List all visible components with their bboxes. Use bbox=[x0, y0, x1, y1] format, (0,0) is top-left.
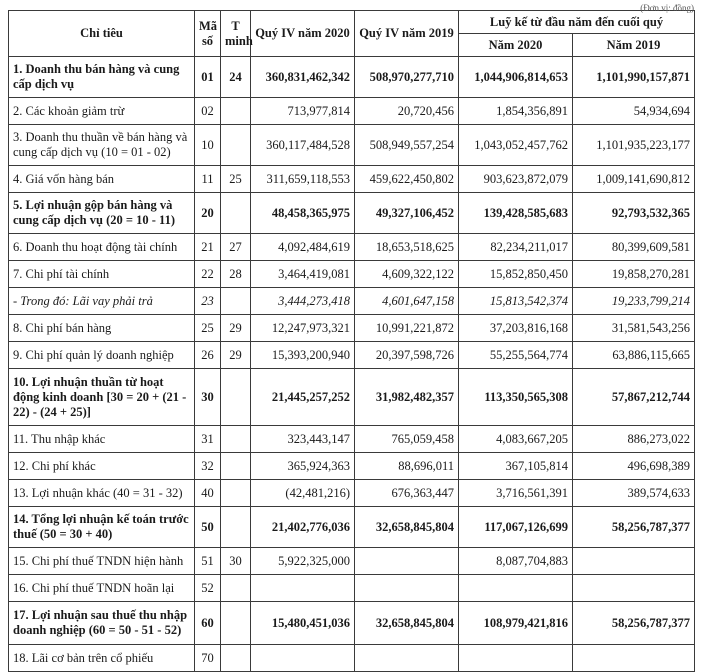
row-code: 23 bbox=[195, 288, 221, 315]
row-q4-2020: 3,464,419,081 bbox=[251, 261, 355, 288]
income-statement-table bbox=[8, 10, 695, 672]
row-label: 16. Chi phí thuế TNDN hoãn lại bbox=[9, 575, 195, 602]
row-q4-2020 bbox=[251, 575, 355, 602]
header-row-1 bbox=[9, 11, 695, 34]
row-note bbox=[221, 645, 251, 672]
row-code: 11 bbox=[195, 166, 221, 193]
row-q4-2019 bbox=[355, 548, 459, 575]
row-ytd-2020: 82,234,211,017 bbox=[459, 234, 573, 261]
row-q4-2020: 365,924,363 bbox=[251, 453, 355, 480]
row-code: 30 bbox=[195, 369, 221, 426]
header-ytd-2020: Năm 2020 bbox=[459, 34, 573, 57]
row-q4-2020: 12,247,973,321 bbox=[251, 315, 355, 342]
table-row bbox=[9, 426, 695, 453]
row-q4-2020: 360,117,484,528 bbox=[251, 125, 355, 166]
row-note: 30 bbox=[221, 548, 251, 575]
row-code: 50 bbox=[195, 507, 221, 548]
row-q4-2019: 20,397,598,726 bbox=[355, 342, 459, 369]
unit-note: (Đơn vị: đồng) bbox=[640, 3, 694, 13]
row-ytd-2020: 8,087,704,883 bbox=[459, 548, 573, 575]
row-label: 14. Tổng lợi nhuận kế toán trước thuế (50 = 30 + 40) bbox=[9, 507, 195, 548]
row-code: 22 bbox=[195, 261, 221, 288]
row-q4-2019 bbox=[355, 645, 459, 672]
table-row bbox=[9, 507, 695, 548]
row-q4-2019: 676,363,447 bbox=[355, 480, 459, 507]
row-q4-2019: 32,658,845,804 bbox=[355, 602, 459, 645]
row-q4-2019: 88,696,011 bbox=[355, 453, 459, 480]
row-code: 26 bbox=[195, 342, 221, 369]
table-row bbox=[9, 645, 695, 672]
row-note: 29 bbox=[221, 342, 251, 369]
row-ytd-2019 bbox=[573, 548, 695, 575]
row-note: 28 bbox=[221, 261, 251, 288]
table-row bbox=[9, 57, 695, 98]
row-label: 9. Chi phí quản lý doanh nghiệp bbox=[9, 342, 195, 369]
row-code: 10 bbox=[195, 125, 221, 166]
row-q4-2020: 15,393,200,940 bbox=[251, 342, 355, 369]
row-q4-2020: 311,659,118,553 bbox=[251, 166, 355, 193]
row-note bbox=[221, 602, 251, 645]
header-note: T minh bbox=[221, 11, 251, 57]
row-ytd-2020: 1,044,906,814,653 bbox=[459, 57, 573, 98]
table-header bbox=[9, 11, 695, 57]
table-row bbox=[9, 288, 695, 315]
row-q4-2020 bbox=[251, 645, 355, 672]
table-row bbox=[9, 548, 695, 575]
row-ytd-2020 bbox=[459, 645, 573, 672]
row-ytd-2020: 4,083,667,205 bbox=[459, 426, 573, 453]
row-label: 6. Doanh thu hoạt động tài chính bbox=[9, 234, 195, 261]
row-q4-2019: 10,991,221,872 bbox=[355, 315, 459, 342]
row-note bbox=[221, 288, 251, 315]
table-row bbox=[9, 453, 695, 480]
row-note: 27 bbox=[221, 234, 251, 261]
table-row bbox=[9, 98, 695, 125]
row-code: 02 bbox=[195, 98, 221, 125]
row-q4-2020: 4,092,484,619 bbox=[251, 234, 355, 261]
row-ytd-2020: 55,255,564,774 bbox=[459, 342, 573, 369]
row-ytd-2019: 1,009,141,690,812 bbox=[573, 166, 695, 193]
row-label: 7. Chi phí tài chính bbox=[9, 261, 195, 288]
row-q4-2019: 459,622,450,802 bbox=[355, 166, 459, 193]
row-ytd-2020: 903,623,872,079 bbox=[459, 166, 573, 193]
header-ytd-2019: Năm 2019 bbox=[573, 34, 695, 57]
row-q4-2019: 4,609,322,122 bbox=[355, 261, 459, 288]
row-note bbox=[221, 193, 251, 234]
table-row bbox=[9, 315, 695, 342]
row-ytd-2020: 15,813,542,374 bbox=[459, 288, 573, 315]
row-ytd-2019: 496,698,389 bbox=[573, 453, 695, 480]
row-ytd-2019: 57,867,212,744 bbox=[573, 369, 695, 426]
row-q4-2019: 31,982,482,357 bbox=[355, 369, 459, 426]
row-ytd-2020: 37,203,816,168 bbox=[459, 315, 573, 342]
row-ytd-2019: 1,101,990,157,871 bbox=[573, 57, 695, 98]
row-ytd-2019: 80,399,609,581 bbox=[573, 234, 695, 261]
row-note: 29 bbox=[221, 315, 251, 342]
row-ytd-2019: 63,886,115,665 bbox=[573, 342, 695, 369]
table-body bbox=[9, 57, 695, 672]
row-label: 13. Lợi nhuận khác (40 = 31 - 32) bbox=[9, 480, 195, 507]
row-ytd-2019: 58,256,787,377 bbox=[573, 602, 695, 645]
row-ytd-2019: 19,233,799,214 bbox=[573, 288, 695, 315]
row-q4-2020: 3,444,273,418 bbox=[251, 288, 355, 315]
row-ytd-2020: 139,428,585,683 bbox=[459, 193, 573, 234]
row-q4-2020: 21,402,776,036 bbox=[251, 507, 355, 548]
row-ytd-2020: 15,852,850,450 bbox=[459, 261, 573, 288]
row-code: 21 bbox=[195, 234, 221, 261]
row-note bbox=[221, 575, 251, 602]
table-row bbox=[9, 575, 695, 602]
row-ytd-2019: 31,581,543,256 bbox=[573, 315, 695, 342]
header-code: Mã số bbox=[195, 11, 221, 57]
row-q4-2020: 21,445,257,252 bbox=[251, 369, 355, 426]
row-code: 32 bbox=[195, 453, 221, 480]
row-q4-2019 bbox=[355, 575, 459, 602]
header-item: Chỉ tiêu bbox=[9, 11, 195, 57]
row-note bbox=[221, 369, 251, 426]
row-code: 20 bbox=[195, 193, 221, 234]
row-q4-2019: 765,059,458 bbox=[355, 426, 459, 453]
row-q4-2019: 508,970,277,710 bbox=[355, 57, 459, 98]
row-label: 8. Chi phí bán hàng bbox=[9, 315, 195, 342]
row-note: 25 bbox=[221, 166, 251, 193]
row-label: - Trong đó: Lãi vay phải trả bbox=[9, 288, 195, 315]
row-q4-2019: 4,601,647,158 bbox=[355, 288, 459, 315]
row-code: 70 bbox=[195, 645, 221, 672]
row-q4-2020: 15,480,451,036 bbox=[251, 602, 355, 645]
row-q4-2019: 18,653,518,625 bbox=[355, 234, 459, 261]
table-row bbox=[9, 125, 695, 166]
table-row bbox=[9, 234, 695, 261]
row-note bbox=[221, 125, 251, 166]
row-note bbox=[221, 426, 251, 453]
table-row bbox=[9, 369, 695, 426]
row-q4-2020: 323,443,147 bbox=[251, 426, 355, 453]
row-ytd-2020: 1,854,356,891 bbox=[459, 98, 573, 125]
header-q4-2020: Quý IV năm 2020 bbox=[251, 11, 355, 57]
row-ytd-2019: 58,256,787,377 bbox=[573, 507, 695, 548]
row-ytd-2019: 92,793,532,365 bbox=[573, 193, 695, 234]
table-row bbox=[9, 480, 695, 507]
row-note bbox=[221, 480, 251, 507]
row-q4-2020: (42,481,216) bbox=[251, 480, 355, 507]
row-label: 3. Doanh thu thuần về bán hàng và cung cấp dịch vụ (10 = 01 - 02) bbox=[9, 125, 195, 166]
row-code: 25 bbox=[195, 315, 221, 342]
row-ytd-2020: 113,350,565,308 bbox=[459, 369, 573, 426]
row-note bbox=[221, 507, 251, 548]
row-q4-2019: 49,327,106,452 bbox=[355, 193, 459, 234]
row-code: 52 bbox=[195, 575, 221, 602]
income-statement-document bbox=[8, 3, 694, 672]
table-row bbox=[9, 342, 695, 369]
row-q4-2020: 713,977,814 bbox=[251, 98, 355, 125]
row-ytd-2019 bbox=[573, 645, 695, 672]
row-label: 18. Lãi cơ bản trên cổ phiếu bbox=[9, 645, 195, 672]
row-label: 17. Lợi nhuận sau thuế thu nhập doanh nghiệp (60 = 50 - 51 - 52) bbox=[9, 602, 195, 645]
row-label: 10. Lợi nhuận thuần từ hoạt động kinh doanh [30 = 20 + (21 - 22) - (24 + 25)] bbox=[9, 369, 195, 426]
row-code: 60 bbox=[195, 602, 221, 645]
row-note: 24 bbox=[221, 57, 251, 98]
row-label: 4. Giá vốn hàng bán bbox=[9, 166, 195, 193]
row-q4-2020: 48,458,365,975 bbox=[251, 193, 355, 234]
row-ytd-2020: 108,979,421,816 bbox=[459, 602, 573, 645]
row-q4-2019: 32,658,845,804 bbox=[355, 507, 459, 548]
row-ytd-2019: 54,934,694 bbox=[573, 98, 695, 125]
header-q4-2019: Quý IV năm 2019 bbox=[355, 11, 459, 57]
row-code: 51 bbox=[195, 548, 221, 575]
row-code: 40 bbox=[195, 480, 221, 507]
row-ytd-2019: 886,273,022 bbox=[573, 426, 695, 453]
row-label: 15. Chi phí thuế TNDN hiện hành bbox=[9, 548, 195, 575]
row-q4-2020: 5,922,325,000 bbox=[251, 548, 355, 575]
row-ytd-2020: 3,716,561,391 bbox=[459, 480, 573, 507]
row-ytd-2020 bbox=[459, 575, 573, 602]
table-row bbox=[9, 166, 695, 193]
row-label: 11. Thu nhập khác bbox=[9, 426, 195, 453]
row-note bbox=[221, 98, 251, 125]
table-row bbox=[9, 602, 695, 645]
row-ytd-2019: 389,574,633 bbox=[573, 480, 695, 507]
row-note bbox=[221, 453, 251, 480]
row-code: 01 bbox=[195, 57, 221, 98]
row-ytd-2019: 1,101,935,223,177 bbox=[573, 125, 695, 166]
row-label: 1. Doanh thu bán hàng và cung cấp dịch vụ bbox=[9, 57, 195, 98]
table-row bbox=[9, 261, 695, 288]
row-label: 12. Chi phí khác bbox=[9, 453, 195, 480]
row-ytd-2020: 1,043,052,457,762 bbox=[459, 125, 573, 166]
row-label: 5. Lợi nhuận gộp bán hàng và cung cấp dịch vụ (20 = 10 - 11) bbox=[9, 193, 195, 234]
table-row bbox=[9, 193, 695, 234]
row-ytd-2019 bbox=[573, 575, 695, 602]
row-code: 31 bbox=[195, 426, 221, 453]
row-ytd-2020: 117,067,126,699 bbox=[459, 507, 573, 548]
header-ytd: Luỹ kế từ đầu năm đến cuối quý bbox=[459, 11, 695, 34]
row-label: 2. Các khoản giảm trừ bbox=[9, 98, 195, 125]
row-q4-2019: 20,720,456 bbox=[355, 98, 459, 125]
row-q4-2020: 360,831,462,342 bbox=[251, 57, 355, 98]
row-ytd-2019: 19,858,270,281 bbox=[573, 261, 695, 288]
row-ytd-2020: 367,105,814 bbox=[459, 453, 573, 480]
row-q4-2019: 508,949,557,254 bbox=[355, 125, 459, 166]
